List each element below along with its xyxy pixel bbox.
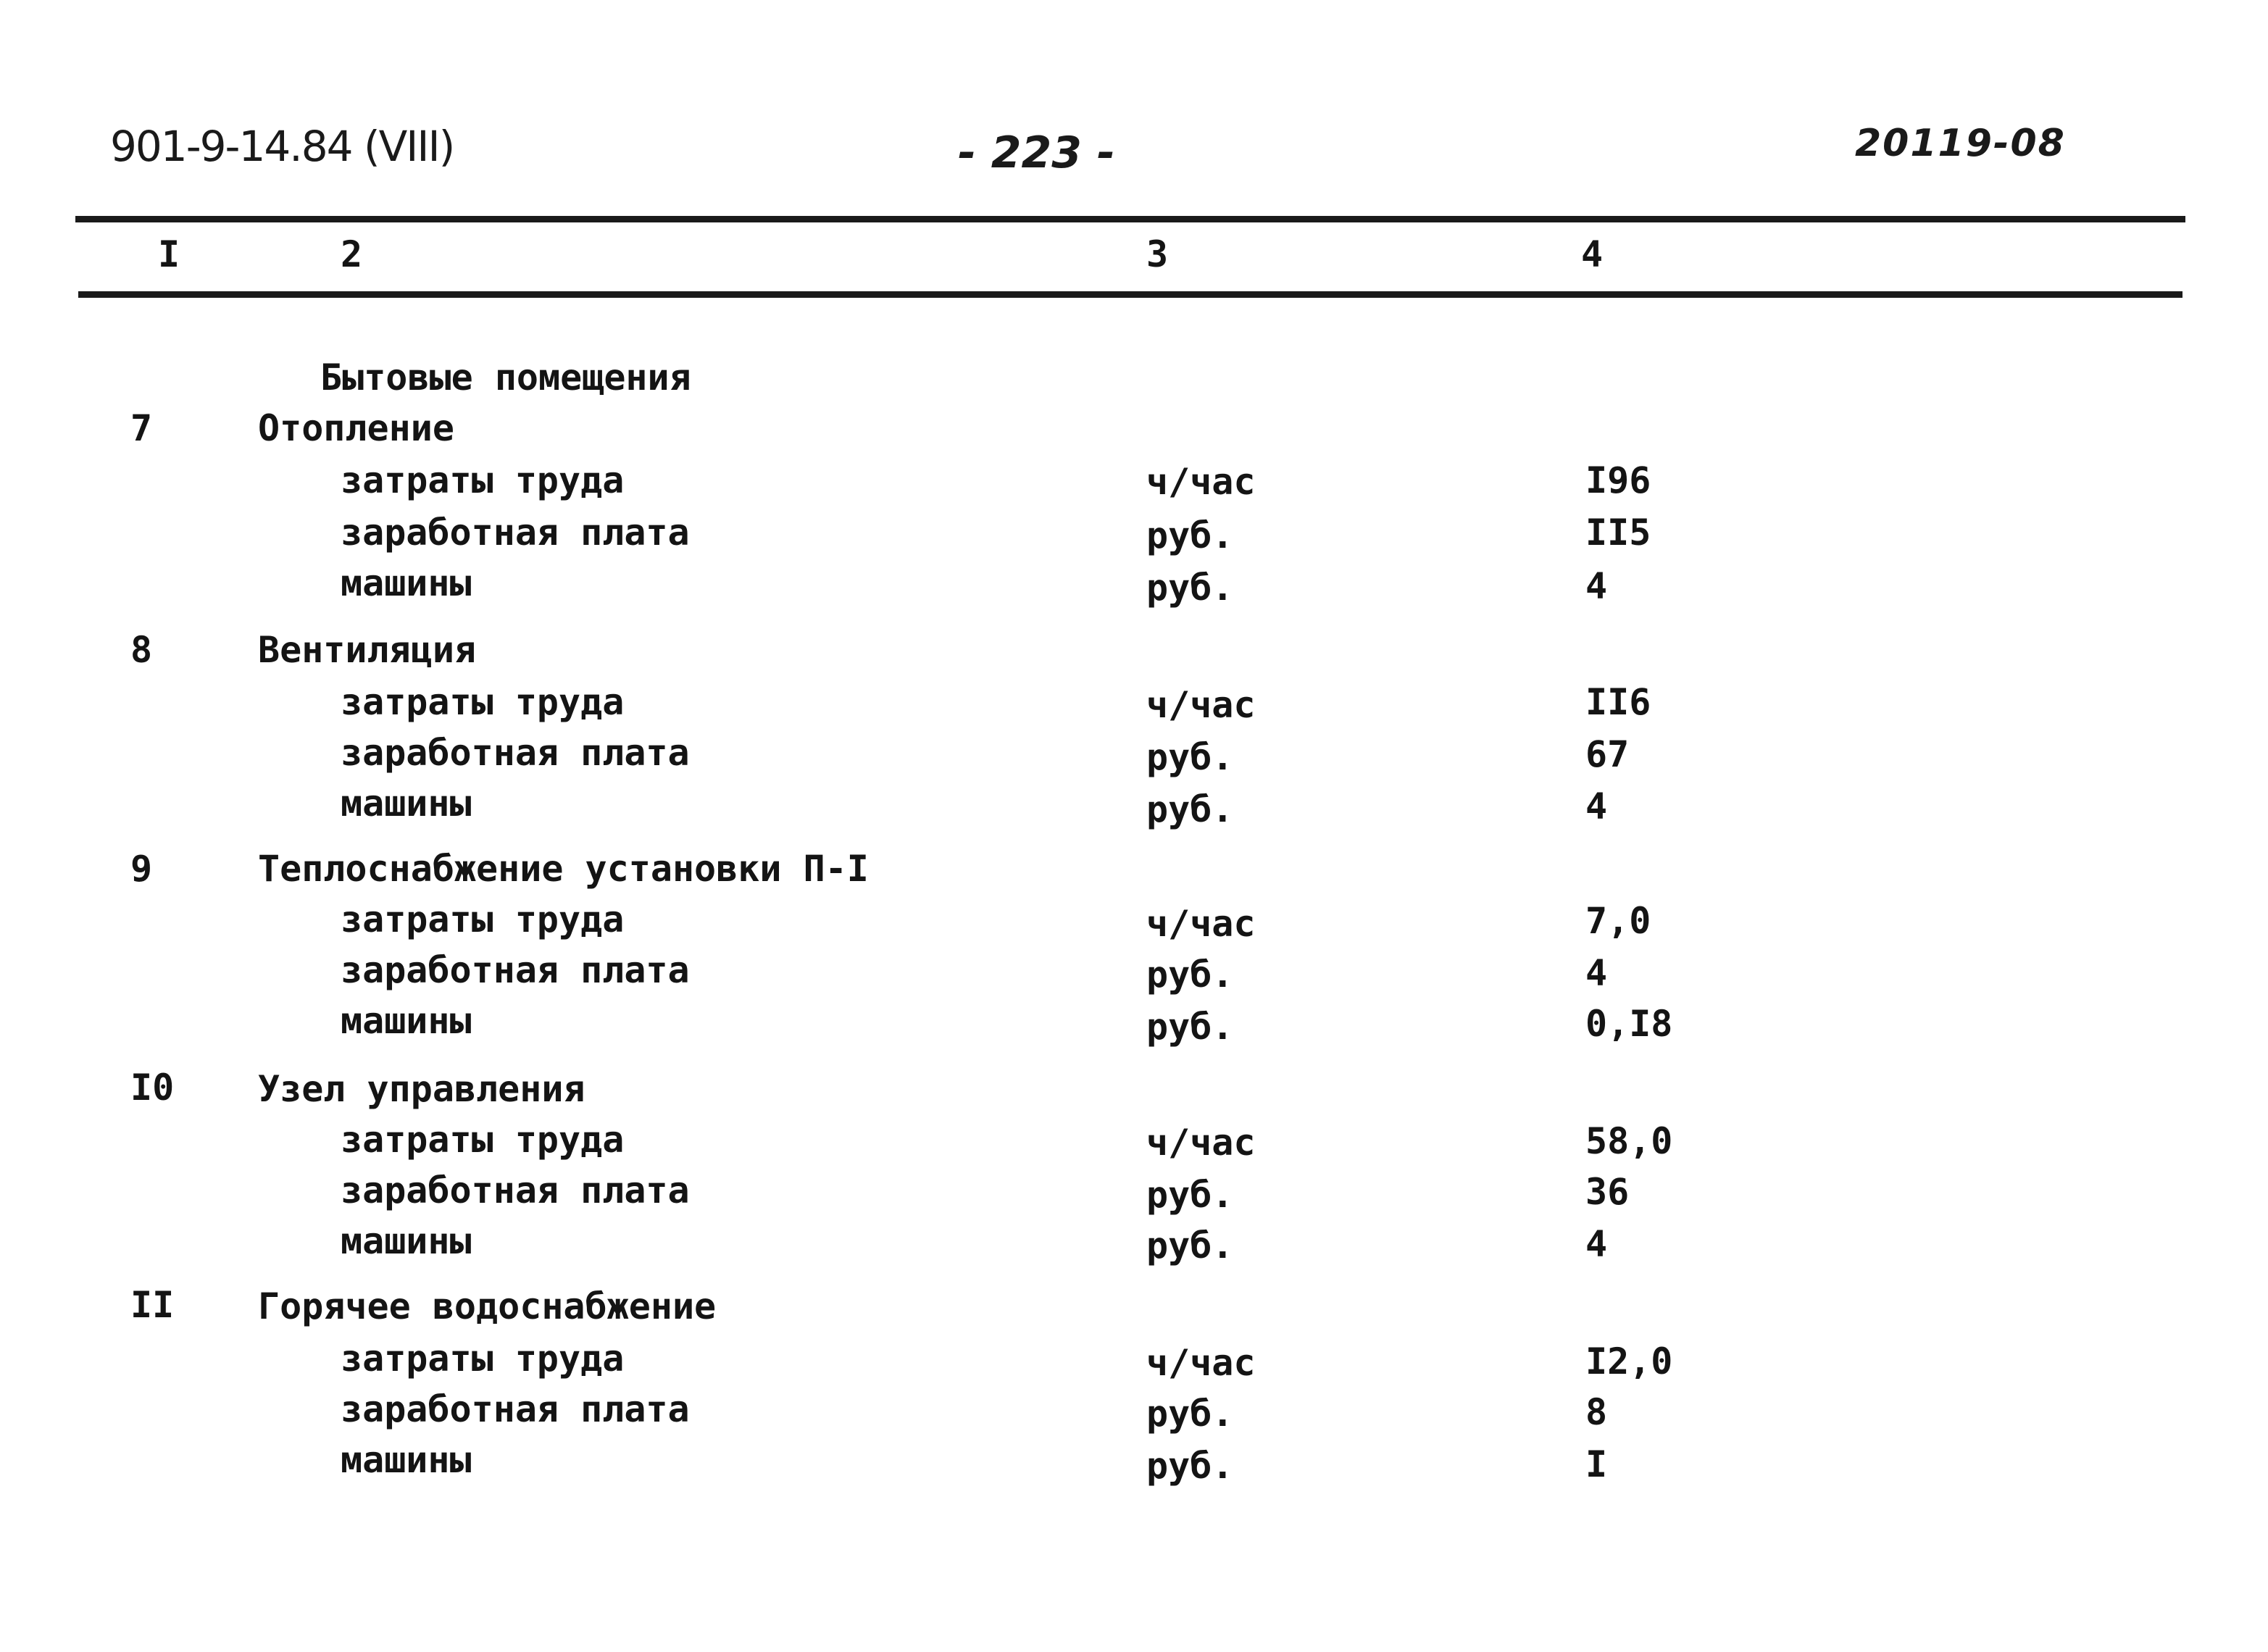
item-value: I96 xyxy=(1585,459,1651,501)
item-value: 4 xyxy=(1585,1223,1608,1265)
item-value: 36 xyxy=(1585,1171,1630,1213)
table-header-rule xyxy=(78,291,2182,298)
item-unit: руб. xyxy=(1146,788,1234,830)
group-name: Горячее водоснабжение xyxy=(258,1285,717,1327)
item-label: заработная плата xyxy=(341,1169,690,1211)
item-label: затраты труда xyxy=(341,459,625,501)
item-label: машины xyxy=(341,783,472,825)
column-header-2: 2 xyxy=(341,233,363,275)
item-label: затраты труда xyxy=(341,1338,625,1380)
group-name: Отопление xyxy=(258,407,454,449)
item-label: машины xyxy=(341,562,472,604)
inventory-number: 20119-08 xyxy=(1855,122,2066,165)
document-code: 901-9-14.84 (VIII) xyxy=(110,122,454,171)
item-label: заработная плата xyxy=(341,949,690,991)
group-number: 7 xyxy=(130,407,153,449)
item-unit: ч/час xyxy=(1146,903,1256,945)
section-title: Бытовые помещения xyxy=(320,356,691,399)
item-label: машины xyxy=(341,1000,472,1042)
item-unit: руб. xyxy=(1146,1006,1234,1048)
column-header-4: 4 xyxy=(1581,233,1604,275)
item-value: 0,I8 xyxy=(1585,1003,1673,1045)
item-value: I xyxy=(1585,1443,1608,1485)
item-value: I2,0 xyxy=(1585,1340,1673,1382)
item-value: II5 xyxy=(1585,512,1651,554)
item-value: 4 xyxy=(1585,785,1608,827)
column-header-3: 3 xyxy=(1146,233,1169,275)
item-unit: руб. xyxy=(1146,1225,1234,1267)
item-label: заработная плата xyxy=(341,732,690,774)
item-value: 4 xyxy=(1585,565,1608,607)
item-value: II6 xyxy=(1585,681,1651,723)
item-label: машины xyxy=(341,1439,472,1481)
group-name: Вентиляция xyxy=(258,629,477,671)
column-header-1: I xyxy=(158,233,180,275)
item-value: 67 xyxy=(1585,733,1630,775)
item-unit: руб. xyxy=(1146,736,1234,778)
page-number: - 223 - xyxy=(958,128,1115,178)
item-label: заработная плата xyxy=(341,512,690,554)
item-unit: руб. xyxy=(1146,1445,1234,1487)
item-label: заработная плата xyxy=(341,1388,690,1430)
group-number: 8 xyxy=(130,629,153,671)
item-unit: ч/час xyxy=(1146,461,1256,503)
item-unit: руб. xyxy=(1146,514,1234,556)
group-number: 9 xyxy=(130,848,153,890)
item-label: затраты труда xyxy=(341,1119,625,1161)
group-number: II xyxy=(130,1284,175,1326)
group-number: I0 xyxy=(130,1067,175,1109)
item-label: затраты труда xyxy=(341,898,625,940)
item-value: 58,0 xyxy=(1585,1120,1673,1162)
item-value: 7,0 xyxy=(1585,900,1651,942)
item-unit: руб. xyxy=(1146,1174,1234,1216)
item-unit: ч/час xyxy=(1146,1122,1256,1164)
item-label: машины xyxy=(341,1220,472,1262)
group-name: Теплоснабжение установки П-I xyxy=(258,848,869,890)
table-top-rule xyxy=(75,216,2185,222)
item-value: 8 xyxy=(1585,1391,1608,1433)
item-unit: руб. xyxy=(1146,954,1234,996)
item-unit: ч/час xyxy=(1146,684,1256,726)
item-unit: руб. xyxy=(1146,567,1234,609)
item-label: затраты труда xyxy=(341,681,625,723)
item-value: 4 xyxy=(1585,952,1608,994)
group-name: Узел управления xyxy=(258,1068,585,1110)
item-unit: руб. xyxy=(1146,1393,1234,1435)
item-unit: ч/час xyxy=(1146,1342,1256,1384)
